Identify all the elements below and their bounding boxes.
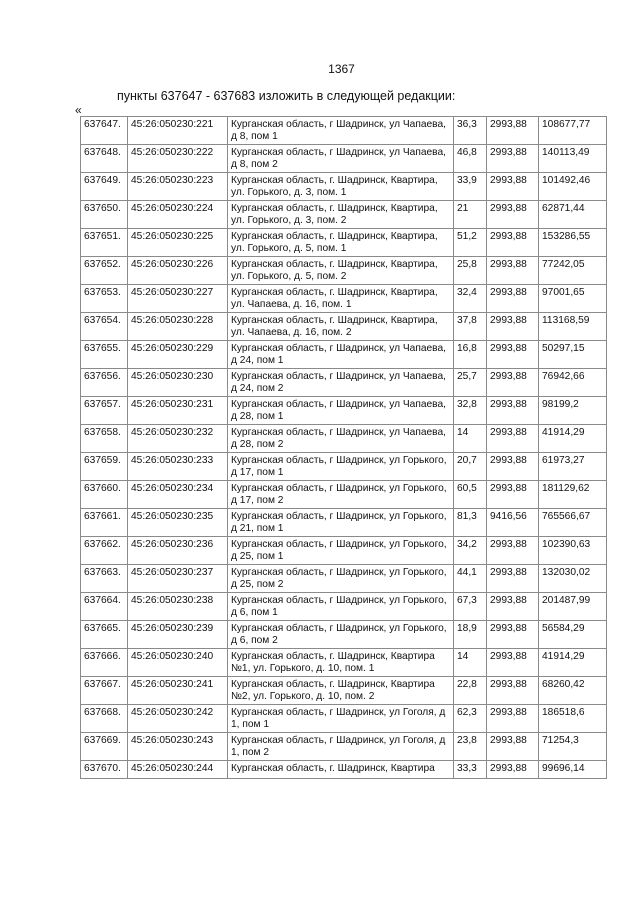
area-cell: 32,8	[454, 397, 487, 425]
area-cell: 62,3	[454, 705, 487, 733]
total-value-cell: 186518,6	[539, 705, 607, 733]
area-cell: 34,2	[454, 537, 487, 565]
total-value-cell: 132030,02	[539, 565, 607, 593]
row-number-cell: 637670.	[81, 761, 128, 779]
price-cell: 2993,88	[487, 257, 539, 285]
row-number-cell: 637668.	[81, 705, 128, 733]
total-value-cell: 765566,67	[539, 509, 607, 537]
total-value-cell: 153286,55	[539, 229, 607, 257]
price-cell: 2993,88	[487, 453, 539, 481]
cadastral-number-cell: 45:26:050230:229	[128, 341, 228, 369]
address-cell: Курганская область, г. Шадринск, Квартира №2, ул. Горького, д. 10, пом. 2	[228, 677, 454, 705]
table-row	[81, 257, 607, 285]
price-cell: 2993,88	[487, 733, 539, 761]
area-cell: 81,3	[454, 509, 487, 537]
price-cell: 9416,56	[487, 509, 539, 537]
table-row	[81, 369, 607, 397]
cadastral-number-cell: 45:26:050230:237	[128, 565, 228, 593]
table-row	[81, 397, 607, 425]
cadastral-number-cell: 45:26:050230:221	[128, 117, 228, 145]
cadastral-number-cell: 45:26:050230:236	[128, 537, 228, 565]
cadastral-number-cell: 45:26:050230:228	[128, 313, 228, 341]
price-cell: 2993,88	[487, 649, 539, 677]
table-row	[81, 537, 607, 565]
address-cell: Курганская область, г. Шадринск, Квартира, ул. Горького, д. 5, пом. 1	[228, 229, 454, 257]
row-number-cell: 637661.	[81, 509, 128, 537]
row-number-cell: 637648.	[81, 145, 128, 173]
row-number-cell: 637652.	[81, 257, 128, 285]
price-cell: 2993,88	[487, 621, 539, 649]
address-cell: Курганская область, г. Шадринск, Квартира, ул. Горького, д. 5, пом. 2	[228, 257, 454, 285]
address-cell: Курганская область, г Шадринск, ул Чапаева, д 8, пом 1	[228, 117, 454, 145]
total-value-cell: 108677,77	[539, 117, 607, 145]
row-number-cell: 637655.	[81, 341, 128, 369]
area-cell: 25,7	[454, 369, 487, 397]
row-number-cell: 637649.	[81, 173, 128, 201]
area-cell: 51,2	[454, 229, 487, 257]
table-row	[81, 145, 607, 173]
area-cell: 33,9	[454, 173, 487, 201]
area-cell: 32,4	[454, 285, 487, 313]
cadastral-number-cell: 45:26:050230:241	[128, 677, 228, 705]
table-row	[81, 509, 607, 537]
total-value-cell: 102390,63	[539, 537, 607, 565]
cadastral-number-cell: 45:26:050230:230	[128, 369, 228, 397]
address-cell: Курганская область, г. Шадринск, Квартира	[228, 761, 454, 779]
total-value-cell: 41914,29	[539, 425, 607, 453]
total-value-cell: 50297,15	[539, 341, 607, 369]
address-cell: Курганская область, г. Шадринск, Квартира, ул. Чапаева, д. 16, пом. 2	[228, 313, 454, 341]
total-value-cell: 71254,3	[539, 733, 607, 761]
address-cell: Курганская область, г Шадринск, ул Горького, д 25, пом 2	[228, 565, 454, 593]
address-cell: Курганская область, г. Шадринск, Квартира №1, ул. Горького, д. 10, пом. 1	[228, 649, 454, 677]
table-row	[81, 229, 607, 257]
total-value-cell: 68260,42	[539, 677, 607, 705]
total-value-cell: 181129,62	[539, 481, 607, 509]
table-row	[81, 649, 607, 677]
row-number-cell: 637667.	[81, 677, 128, 705]
total-value-cell: 62871,44	[539, 201, 607, 229]
row-number-cell: 637657.	[81, 397, 128, 425]
cadastral-number-cell: 45:26:050230:243	[128, 733, 228, 761]
price-cell: 2993,88	[487, 229, 539, 257]
table-row	[81, 621, 607, 649]
table-row	[81, 565, 607, 593]
row-number-cell: 637665.	[81, 621, 128, 649]
table-row	[81, 341, 607, 369]
address-cell: Курганская область, г Шадринск, ул Чапаева, д 28, пом 2	[228, 425, 454, 453]
table-row	[81, 285, 607, 313]
area-cell: 23,8	[454, 733, 487, 761]
cadastral-number-cell: 45:26:050230:222	[128, 145, 228, 173]
total-value-cell: 56584,29	[539, 621, 607, 649]
address-cell: Курганская область, г Шадринск, ул Горького, д 21, пом 1	[228, 509, 454, 537]
row-number-cell: 637663.	[81, 565, 128, 593]
address-cell: Курганская область, г Шадринск, ул Гоголя, д 1, пом 1	[228, 705, 454, 733]
row-number-cell: 637666.	[81, 649, 128, 677]
total-value-cell: 76942,66	[539, 369, 607, 397]
property-table-body	[81, 117, 607, 779]
address-cell: Курганская область, г Шадринск, ул Чапаева, д 28, пом 1	[228, 397, 454, 425]
address-cell: Курганская область, г Шадринск, ул Горького, д 6, пом 2	[228, 621, 454, 649]
cadastral-number-cell: 45:26:050230:224	[128, 201, 228, 229]
price-cell: 2993,88	[487, 565, 539, 593]
total-value-cell: 98199,2	[539, 397, 607, 425]
row-number-cell: 637656.	[81, 369, 128, 397]
table-row	[81, 481, 607, 509]
price-cell: 2993,88	[487, 677, 539, 705]
area-cell: 37,8	[454, 313, 487, 341]
cadastral-number-cell: 45:26:050230:232	[128, 425, 228, 453]
price-cell: 2993,88	[487, 593, 539, 621]
price-cell: 2993,88	[487, 537, 539, 565]
total-value-cell: 140113,49	[539, 145, 607, 173]
price-cell: 2993,88	[487, 285, 539, 313]
total-value-cell: 41914,29	[539, 649, 607, 677]
price-cell: 2993,88	[487, 481, 539, 509]
table-row	[81, 173, 607, 201]
total-value-cell: 201487,99	[539, 593, 607, 621]
address-cell: Курганская область, г Шадринск, ул Чапаева, д 24, пом 1	[228, 341, 454, 369]
address-cell: Курганская область, г Шадринск, ул Горького, д 25, пом 1	[228, 537, 454, 565]
area-cell: 20,7	[454, 453, 487, 481]
table-row	[81, 593, 607, 621]
area-cell: 33,3	[454, 761, 487, 779]
cadastral-number-cell: 45:26:050230:244	[128, 761, 228, 779]
cadastral-number-cell: 45:26:050230:235	[128, 509, 228, 537]
intro-text: пункты 637647 - 637683 изложить в следующей редакции:	[117, 89, 456, 103]
price-cell: 2993,88	[487, 369, 539, 397]
price-cell: 2993,88	[487, 341, 539, 369]
row-number-cell: 637659.	[81, 453, 128, 481]
area-cell: 22,8	[454, 677, 487, 705]
price-cell: 2993,88	[487, 397, 539, 425]
row-number-cell: 637664.	[81, 593, 128, 621]
cadastral-number-cell: 45:26:050230:240	[128, 649, 228, 677]
table-row	[81, 761, 607, 779]
table-row	[81, 677, 607, 705]
cadastral-number-cell: 45:26:050230:225	[128, 229, 228, 257]
address-cell: Курганская область, г Шадринск, ул Чапаева, д 24, пом 2	[228, 369, 454, 397]
row-number-cell: 637651.	[81, 229, 128, 257]
area-cell: 67,3	[454, 593, 487, 621]
cadastral-number-cell: 45:26:050230:239	[128, 621, 228, 649]
address-cell: Курганская область, г Шадринск, ул Гоголя, д 1, пом 2	[228, 733, 454, 761]
cadastral-number-cell: 45:26:050230:242	[128, 705, 228, 733]
page-number: 1367	[328, 62, 355, 76]
area-cell: 21	[454, 201, 487, 229]
price-cell: 2993,88	[487, 425, 539, 453]
address-cell: Курганская область, г. Шадринск, Квартира, ул. Чапаева, д. 16, пом. 1	[228, 285, 454, 313]
address-cell: Курганская область, г Шадринск, ул Чапаева, д 8, пом 2	[228, 145, 454, 173]
row-number-cell: 637654.	[81, 313, 128, 341]
row-number-cell: 637660.	[81, 481, 128, 509]
area-cell: 60,5	[454, 481, 487, 509]
address-cell: Курганская область, г. Шадринск, Квартира, ул. Горького, д. 3, пом. 1	[228, 173, 454, 201]
table-row	[81, 733, 607, 761]
area-cell: 25,8	[454, 257, 487, 285]
address-cell: Курганская область, г Шадринск, ул Горького, д 6, пом 1	[228, 593, 454, 621]
cadastral-number-cell: 45:26:050230:233	[128, 453, 228, 481]
total-value-cell: 61973,27	[539, 453, 607, 481]
table-row	[81, 201, 607, 229]
row-number-cell: 637650.	[81, 201, 128, 229]
property-table	[80, 116, 607, 779]
table-row	[81, 705, 607, 733]
area-cell: 14	[454, 649, 487, 677]
row-number-cell: 637647.	[81, 117, 128, 145]
opening-quote-mark: «	[75, 103, 82, 117]
total-value-cell: 113168,59	[539, 313, 607, 341]
address-cell: Курганская область, г Шадринск, ул Горького, д 17, пом 1	[228, 453, 454, 481]
address-cell: Курганская область, г Шадринск, ул Горького, д 17, пом 2	[228, 481, 454, 509]
total-value-cell: 101492,46	[539, 173, 607, 201]
table-row	[81, 313, 607, 341]
price-cell: 2993,88	[487, 173, 539, 201]
row-number-cell: 637658.	[81, 425, 128, 453]
table-row	[81, 453, 607, 481]
price-cell: 2993,88	[487, 117, 539, 145]
total-value-cell: 97001,65	[539, 285, 607, 313]
total-value-cell: 77242,05	[539, 257, 607, 285]
table-row	[81, 117, 607, 145]
price-cell: 2993,88	[487, 313, 539, 341]
area-cell: 16,8	[454, 341, 487, 369]
row-number-cell: 637669.	[81, 733, 128, 761]
total-value-cell: 99696,14	[539, 761, 607, 779]
cadastral-number-cell: 45:26:050230:231	[128, 397, 228, 425]
cadastral-number-cell: 45:26:050230:238	[128, 593, 228, 621]
address-cell: Курганская область, г. Шадринск, Квартира, ул. Горького, д. 3, пом. 2	[228, 201, 454, 229]
cadastral-number-cell: 45:26:050230:226	[128, 257, 228, 285]
area-cell: 14	[454, 425, 487, 453]
price-cell: 2993,88	[487, 145, 539, 173]
row-number-cell: 637662.	[81, 537, 128, 565]
price-cell: 2993,88	[487, 761, 539, 779]
price-cell: 2993,88	[487, 201, 539, 229]
area-cell: 44,1	[454, 565, 487, 593]
table-row	[81, 425, 607, 453]
cadastral-number-cell: 45:26:050230:223	[128, 173, 228, 201]
area-cell: 36,3	[454, 117, 487, 145]
row-number-cell: 637653.	[81, 285, 128, 313]
price-cell: 2993,88	[487, 705, 539, 733]
area-cell: 46,8	[454, 145, 487, 173]
area-cell: 18,9	[454, 621, 487, 649]
cadastral-number-cell: 45:26:050230:227	[128, 285, 228, 313]
cadastral-number-cell: 45:26:050230:234	[128, 481, 228, 509]
